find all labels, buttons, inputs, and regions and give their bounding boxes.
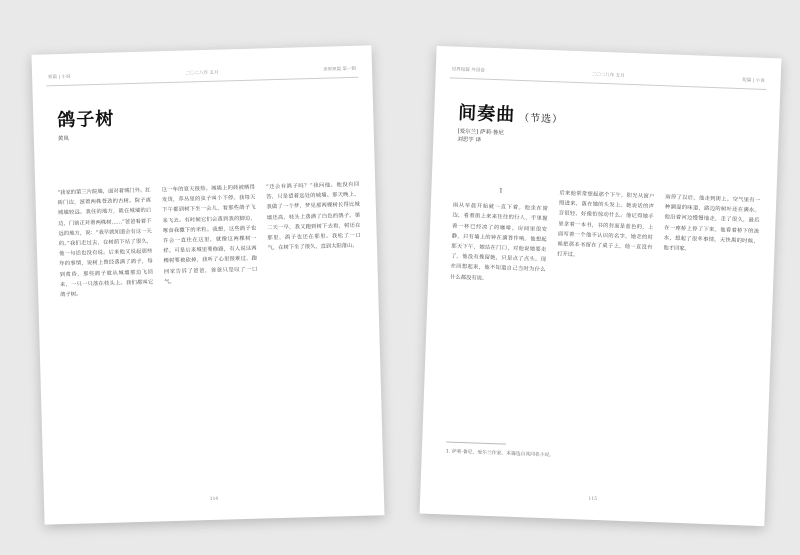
- body-text: [57, 180, 367, 488]
- page-number: 114: [209, 496, 219, 503]
- running-header-left: 世界短篇 外国卷: [451, 67, 485, 74]
- story-title-subtitle: （节选）: [518, 112, 564, 126]
- running-header-center: 二〇二八年 五月: [185, 70, 219, 77]
- text-column-2: 后来他常常想起那个下午。阳光从窗户照进来，落在她的头发上。她说话的声音很轻，好像怕惊动什么。他记得她手里拿着一本书，书的封面是蓝色的，上面写着一个他不认识的名字。她走的时候把那本书留在了桌子上，他一直没有打开过。: [557, 190, 655, 259]
- page-number: 115: [588, 496, 598, 503]
- translator-name: 刘思宇 译: [457, 136, 482, 144]
- text-column-1-body: 雨从早晨开始就一直下着。他坐在窗边，看着街上来来往往的行人，手里握着一杯已经凉了的咖啡。房间里很安静，只有墙上的钟在滴答作响。他想起那天下午，她站在门口，对他说她要走了。他没有挽留她，只是点了点头。现在回想起来，他不知道自己当时为什么什么都没有说。: [450, 202, 548, 282]
- text-column-3: “还会有鸽子吗？”我问他。他没有回答，只是望着远处的城墙。那天晚上，我做了一个梦，梦见那两棵树长得比城墙还高，枝头上落满了白色的鸽子。第二天一早，我又跑到树下去看，树还在那里，鸽子也还在那里。我松了一口气，在树下坐了很久，直到太阳落山。: [265, 181, 361, 252]
- running-header-left: 短篇 | 小说: [48, 74, 71, 81]
- author-name: [爱尔兰] 萨莉·鲁尼: [457, 128, 504, 137]
- text-column-1: “我家的第三片院墙，面对着城门外。红砖门边，滋着两株苍劲的古树。院子离城墙较远。我住的地方，就在城墙的后边，门前正对着两株树……”爸爸看着不远的地方，说：“我早就知道会有这一天的。”我们走过去，在树荫下站了很久，他一句话也没有说。后来他又说起那些年的事情，说树上曾经落满了鸽子，每到黄昏，那些鸽子就从城墙那边飞回来，一只一只落在枝头上。我们都叫它鸽子树。: [57, 187, 154, 299]
- author-name: 黄岚: [57, 135, 69, 143]
- text-column-3: 雨停了以后，他走到街上。空气里有一种潮湿的味道，路边的树叶还在滴水。他沿着河边慢慢地走，走了很久，最后在一座桥上停了下来。他看着桥下的流水，想起了很多事情。天快黑的时候，他才回家。: [663, 194, 761, 253]
- story-title-main: 间奏曲: [457, 102, 516, 126]
- running-header-right: 短篇 | 小说: [742, 78, 765, 84]
- section-number: 1: [498, 187, 503, 195]
- text-column-2: 这一年的夏天很热。城墙上的砖被晒得发烫，草丛里的虫子叫个不停。我每天下午都到树下坐一会儿，看那些鸽子飞来飞去。有时候它们会落到我的脚边，啄食我撒下的米粒。我想，这些鸽子也许会一直住在这里，就像这两棵树一样。可是后来城里要修路，有人说这两棵树要被砍掉，我听了心里很难过，跑回家告诉了爸爸，爸爸只是叹了一口气。: [161, 184, 258, 286]
- story-title: 鸽子树: [57, 108, 115, 132]
- left-page: [32, 45, 385, 524]
- footnote: 1. 萨莉·鲁尼，爱尔兰作家。本篇选自其同名小说。: [445, 449, 555, 459]
- running-header-right: 世界短篇 第一辑: [323, 66, 357, 73]
- right-page: [420, 46, 782, 526]
- story-title: [458, 99, 564, 129]
- running-header-center: 二〇二八年 五月: [591, 72, 625, 79]
